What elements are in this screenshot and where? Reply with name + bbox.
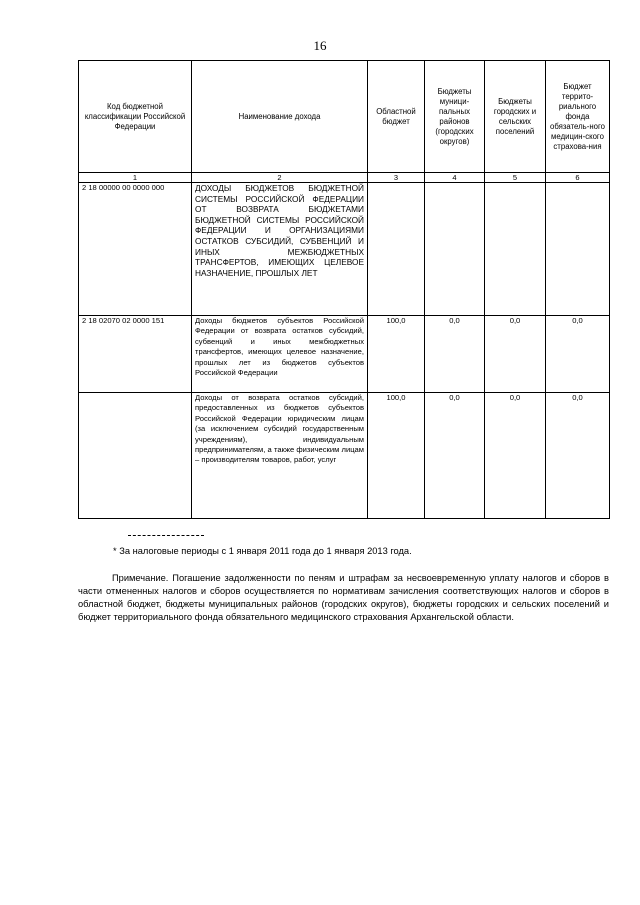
row-medical-value: 0,0 xyxy=(546,393,610,519)
column-number: 6 xyxy=(546,173,610,183)
footnote-divider xyxy=(128,535,204,536)
header-medical: Бюджет террито-риального фонда обязатель-ного медицин-ского страхова-ния xyxy=(546,61,610,173)
table-header-row xyxy=(79,61,610,173)
header-code: Код бюджетной классификации Российской Федерации xyxy=(79,61,192,173)
column-number: 3 xyxy=(368,173,425,183)
row-medical-value xyxy=(546,183,610,316)
row-regional-value: 100,0 xyxy=(368,393,425,519)
table-row xyxy=(79,316,610,393)
row-name: Доходы от возврата остатков субсидий, предоставленных из бюджетов субъектов Российской Федерации юридическим лицам (за исключением субсидий государственным учреждениям), индивидуальным предпринимателям, а также физическим лицам – производителям товаров, работ, услуг xyxy=(192,393,368,519)
footnote: * За налоговые периоды с 1 января 2011 года до 1 января 2013 года. xyxy=(113,546,412,556)
column-number: 4 xyxy=(425,173,485,183)
row-regional-value xyxy=(368,183,425,316)
revenue-table xyxy=(78,60,610,519)
row-settlements-value: 0,0 xyxy=(485,393,546,519)
page-number: 16 xyxy=(313,38,327,53)
row-municipal-value: 0,0 xyxy=(425,393,485,519)
row-medical-value: 0,0 xyxy=(546,316,610,393)
row-municipal-value: 0,0 xyxy=(425,316,485,393)
header-regional: Областной бюджет xyxy=(368,61,425,173)
row-name: ДОХОДЫ БЮДЖЕТОВ БЮДЖЕТНОЙ СИСТЕМЫ РОССИЙСКОЙ ФЕДЕРАЦИИ ОТ ВОЗВРАТА БЮДЖЕТАМИ БЮДЖЕТНОЙ СИСТЕМЫ РОССИЙСКОЙ ФЕДЕРАЦИИ И ОРГАНИЗАЦИЯМИ ОСТАТКОВ СУБСИДИЙ, СУБВЕНЦИЙ И ИНЫХ МЕЖБЮДЖЕТНЫХ ТРАНСФЕРТОВ, ИМЕЮЩИХ ЦЕЛЕВОЕ НАЗНАЧЕНИЕ, ПРОШЛЫХ ЛЕТ xyxy=(192,183,368,316)
note-paragraph: Примечание. Погашение задолженности по пеням и штрафам за несвоевременную уплату налогов и сборов в части отмененных налогов и сборов осуществляется по нормативам зачисления соответствующих налогов и сборов в областной бюджет, бюджеты муниципальных районов (городских округов), бюджеты городских и сельских поселений и бюджет территориального фонда обязательного медицинского страхования Архангельской области. xyxy=(78,573,609,622)
header-municipal: Бюджеты муници-пальных районов (городских округов) xyxy=(425,61,485,173)
header-settlements: Бюджеты городских и сельских поселений xyxy=(485,61,546,173)
row-regional-value: 100,0 xyxy=(368,316,425,393)
column-number: 1 xyxy=(79,173,192,183)
column-number: 2 xyxy=(192,173,368,183)
row-municipal-value xyxy=(425,183,485,316)
row-code: 2 18 00000 00 0000 000 xyxy=(79,183,192,316)
row-code xyxy=(79,393,192,519)
column-number: 5 xyxy=(485,173,546,183)
row-code: 2 18 02070 02 0000 151 xyxy=(79,316,192,393)
row-settlements-value xyxy=(485,183,546,316)
header-name: Наименование дохода xyxy=(192,61,368,173)
table-row xyxy=(79,183,610,316)
row-name: Доходы бюджетов субъектов Российской Федерации от возврата остатков субсидий, субвенций и иных межбюджетных трансфертов, имеющих целевое назначение, прошлых лет из бюджетов субъектов Российской Федерации xyxy=(192,316,368,393)
row-settlements-value: 0,0 xyxy=(485,316,546,393)
table-row xyxy=(79,393,610,519)
column-number-row xyxy=(79,173,610,183)
